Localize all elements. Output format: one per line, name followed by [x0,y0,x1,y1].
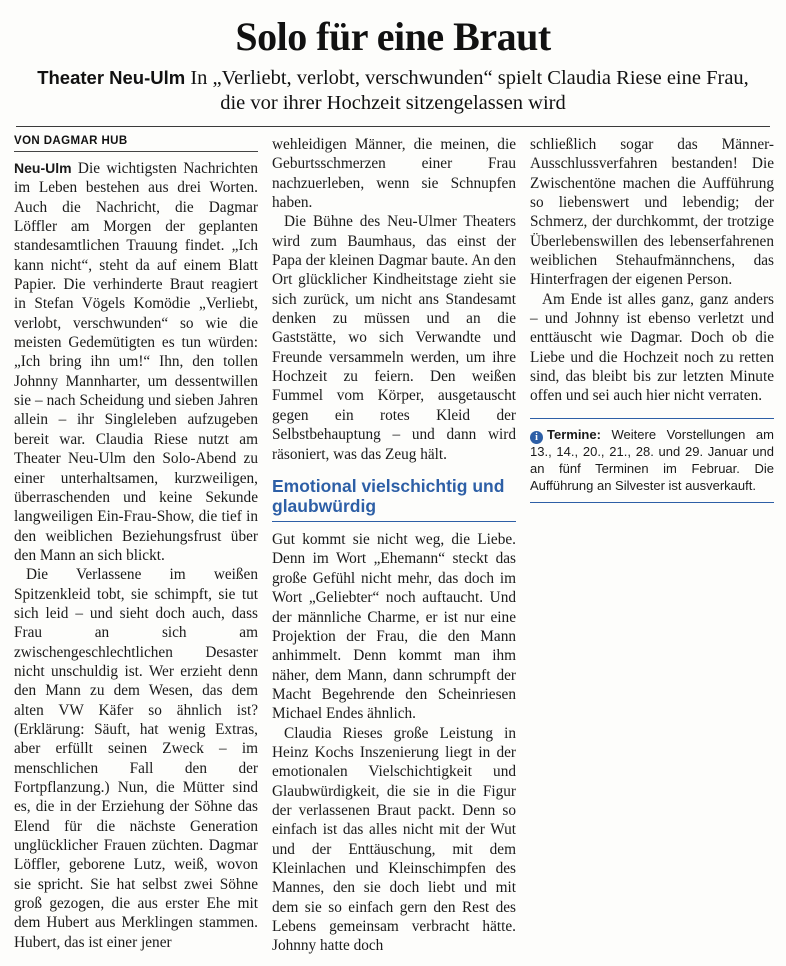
subheadline [36,66,750,116]
subheadline-kicker: Theater Neu-Ulm [37,67,186,88]
paragraph: Claudia Rieses große Leistung in Heinz Kochs Inszenierung liegt in der emotionalen Vielschichtigkeit und Glaubwürdigkeit, die sie in die Figur der verlassenen Braut packt. Denn so einfach ist das alles nicht mit der Wut und der Enttäuschung, mit dem Kleinlachen und Kleinschimpfen des Mannes, den sie doch liebt und mit dem sie so einfach gern den Rest des Lebens gemeinsam verbracht hätte. Johnny hatte doch [272,724,516,955]
section-subheading: Emotional vielschichtig und glaubwürdig [272,475,505,517]
dateline: Neu-Ulm [14,160,72,176]
subheadline-text: In „Verliebt, verlobt, verschwunden“ spielt Claudia Riese eine Frau, die vor ihrer Hochzeit sitzengelassen wird [185,67,749,114]
header-divider [16,126,770,127]
section-divider [272,521,516,522]
paragraph-text: Die wichtigsten Nachrichten im Leben bestehen aus drei Worten. Auch die Nachricht, die Dagmar Löffler am Morgen der geplanten standesamtlichen Trauung findet. „Ich kann nicht“, steht da auf einem Blatt Papier. Die verhinderte Braut reagiert in Stefan Vögels Komödie „Verliebt, verlobt, verschwunden“ so wie die meisten Gedemütigten es tun würden: „Ich bring ihn um!“ Ihn, den tollen Johnny Mannharter, um dessentwillen sie – nach Scheidung und sieben Jahren allein – ihr Singleleben aufzugeben bereit war. Claudia Riese nutzt am Theater Neu-Ulm den Solo-Abend zu einer unterhaltsamen, kurzweiligen, überraschenden und keine Sekunde langweiligen Ein-Frau-Show, die tief in den weiblichen Beziehungsfrust über den Mann an sich blickt. [14,160,258,564]
paragraph: schließlich sogar das Männer-Ausschlussverfahren bestanden! Die Zwischentöne machen die Aufführung so liebenswert und lebendig; der Schmerz, der durchkommt, der trotzige Überlebenswillen des lebenserfahrenen weiblichen Stehaufmännchens, das Hinterfragen der eigenen Person. [530,136,774,289]
article-column-1 [14,135,258,952]
paragraph [14,159,258,565]
paragraph: Am Ende ist alles ganz, ganz anders – und Johnny ist ebenso verletzt und enttäuscht wie Dagmar. Doch ob die Liebe und die Hochzeit noch zu retten sind, das bleibt bis zur letzten Minute offen und sei auch hier nicht verraten. [530,290,774,405]
byline: VON DAGMAR HUB [14,135,258,152]
infobox-text [530,427,774,495]
paragraph: Die Verlassene im weißen Spitzenkleid tobt, sie schimpft, sie tut sich leid – und sieht doch auch, dass Frau an sich am zwischengeschlechtlichen Desaster nicht unschuldig ist. Wer erzieht denn den Mann zu dem Wesen, das dem alten VW Käfer so ähnlich ist? (Erklärung: Säuft, hat wenig Extras, aber erfüllt seinen Zweck – im menschlichen Fall den der Fortpflanzung.) Nun, die Mütter sind es, die in der Erziehung der Söhne das Elend für die nächste Generation unglücklicher Frauen züchten. Dagmar Löffler, geborene Lutz, weiß, wovon sie spricht. Sie hat selbst zwei Söhne groß gezogen, die aus erster Ehe mit dem Hubert aus Merklingen stammen. Hubert, das ist einer jener [14,566,258,951]
info-icon: i [530,431,543,444]
paragraph: Gut kommt sie nicht weg, die Liebe. Denn im Wort „Ehemann“ steckt das große Gefühl nicht mehr, das doch im Wort „Geliebter“ noch auftaucht. Und der männliche Charme, er ist nur eine Projektion der Frau, die den Mann anhimmelt. Denn kommt man ihm näher, dem Mann, dann schrumpft der Macht Begehrende den Scheinriesen Michael Endes ähnlich. [272,531,516,723]
page-title: Solo für eine Braut [235,14,551,59]
infobox-body: Weitere Vorstellungen am 13., 14., 20., 21., 28. und 29. Januar und an fünf Terminen im Februar. Die Aufführung an Silvester ist ausverkauft. [530,426,774,493]
paragraph: Die Bühne des Neu-Ulmer Theaters wird zum Baumhaus, das einst der Papa der kleinen Dagmar baute. An den Ort glücklicher Kindheitstage zieht sie sich zurück, um nicht ans Standesamt denken zu müssen und an die Gaststätte, wo sich Verwandte und Freunde versammeln werden, um ihre Hochzeit zu feiern. Den weißen Fummel vom Körper, ausgetauscht gegen ein rotes Kleid der Selbstbehauptung – und dann wird räsoniert, was das Zeug hält. [272,213,516,463]
dates-infobox [530,418,774,504]
article-columns [14,135,772,956]
infobox-label: Termine: [547,426,601,442]
article-column-3 [530,135,774,503]
paragraph: wehleidigen Männer, die meinen, die Geburtsschmerzen einer Frau nachzuerleben, wenn sie Schnupfen haben. [272,136,516,212]
article-column-2 [272,135,516,956]
